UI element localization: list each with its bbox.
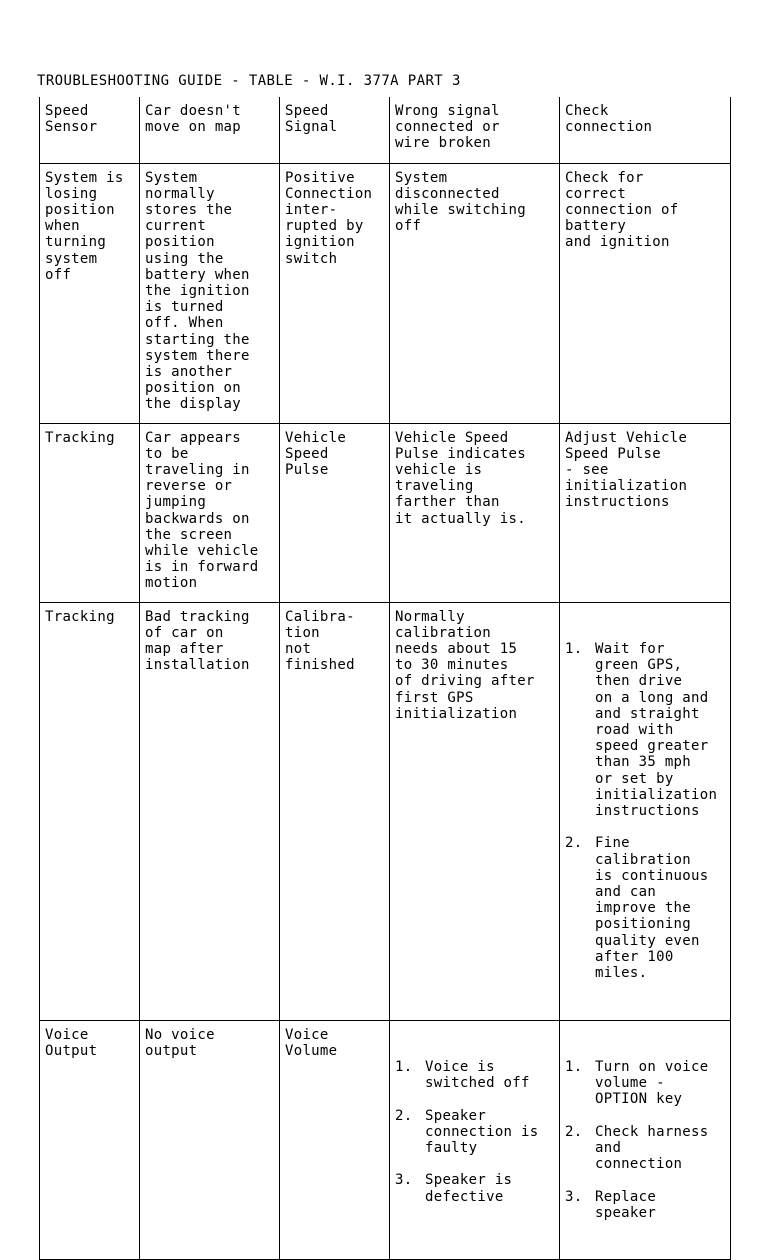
explanation-cell: Normally calibration needs about 15 to 30 minutes of driving after first GPS initialization: [390, 602, 560, 1020]
step-number: 3.: [395, 1172, 413, 1189]
step-number: 3.: [565, 1188, 583, 1205]
step-number: 1.: [395, 1058, 413, 1075]
step-number: 1.: [565, 1058, 583, 1075]
cause-cell: Voice Volume: [280, 1020, 390, 1260]
list-item: [395, 1172, 555, 1204]
symptom-cell: System normally stores the current position using the battery when the ignition is turned off. When starting the system there is another position on the display: [140, 163, 280, 423]
area-cell: Tracking: [40, 602, 140, 1020]
action-cell: [560, 602, 731, 1020]
symptom-cell: No voice output: [140, 1020, 280, 1260]
area-cell: Voice Output: [40, 1020, 140, 1260]
list-item: [395, 1108, 555, 1157]
list-item: [565, 1189, 726, 1221]
step-text: Speaker connection is faulty: [425, 1107, 539, 1156]
step-text: Turn on voice volume - OPTION key: [595, 1058, 709, 1108]
explanation-cell: Vehicle Speed Pulse indicates vehicle is traveling farther than it actually is.: [390, 423, 560, 602]
step-text: Speaker is defective: [425, 1172, 513, 1205]
symptom-cell: Car appears to be traveling in reverse or jumping backwards on the screen while vehicle is in forward motion: [140, 423, 280, 602]
table-row: [40, 1020, 731, 1260]
table-row: [40, 602, 731, 1020]
area-cell: System is losing position when turning system off: [40, 163, 140, 423]
action-cell: Check for correct connection of battery and ignition: [560, 163, 731, 423]
explanation-cell: [390, 1020, 560, 1260]
step-text: Wait for green GPS, then drive on a long and and straight road with speed greater than 35 mph or set by initialization instructions: [595, 640, 718, 819]
area-cell: Speed Sensor: [40, 97, 140, 163]
action-cell: Adjust Vehicle Speed Pulse - see initialization instructions: [560, 423, 731, 602]
step-number: 2.: [565, 1123, 583, 1140]
cause-cell: Speed Signal: [280, 97, 390, 163]
step-number: 2.: [395, 1107, 413, 1124]
list-item: [565, 1059, 726, 1108]
symptom-cell: Car doesn't move on map: [140, 97, 280, 163]
step-number: 1.: [565, 640, 583, 657]
explanation-steps-list: [395, 1043, 555, 1221]
cause-cell: Vehicle Speed Pulse: [280, 423, 390, 602]
action-steps-list: [565, 1043, 726, 1237]
step-number: 2.: [565, 835, 583, 852]
action-cell: Check connection: [560, 97, 731, 163]
list-item: [565, 835, 726, 981]
symptom-cell: Bad tracking of car on map after installation: [140, 602, 280, 1020]
table-row: [40, 423, 731, 602]
area-cell: Tracking: [40, 423, 140, 602]
troubleshooting-table: [39, 97, 731, 1260]
action-cell: [560, 1020, 731, 1260]
step-text: Replace speaker: [595, 1188, 657, 1221]
list-item: [395, 1059, 555, 1091]
step-text: Voice is switched off: [425, 1058, 530, 1092]
explanation-cell: System disconnected while switching off: [390, 163, 560, 423]
document-title: TROUBLESHOOTING GUIDE - TABLE - W.I. 377A PART 3: [37, 73, 461, 89]
list-item: [565, 641, 726, 819]
action-steps-list: [565, 625, 726, 998]
table-row: [40, 163, 731, 423]
step-text: Fine calibration is continuous and can improve the positioning quality even after 100 miles.: [595, 835, 709, 981]
list-item: [565, 1124, 726, 1173]
table-row: [40, 97, 731, 163]
step-text: Check harness and connection: [595, 1123, 709, 1173]
cause-cell: Calibra- tion not finished: [280, 602, 390, 1020]
cause-cell: Positive Connection inter- rupted by ignition switch: [280, 163, 390, 423]
explanation-cell: Wrong signal connected or wire broken: [390, 97, 560, 163]
